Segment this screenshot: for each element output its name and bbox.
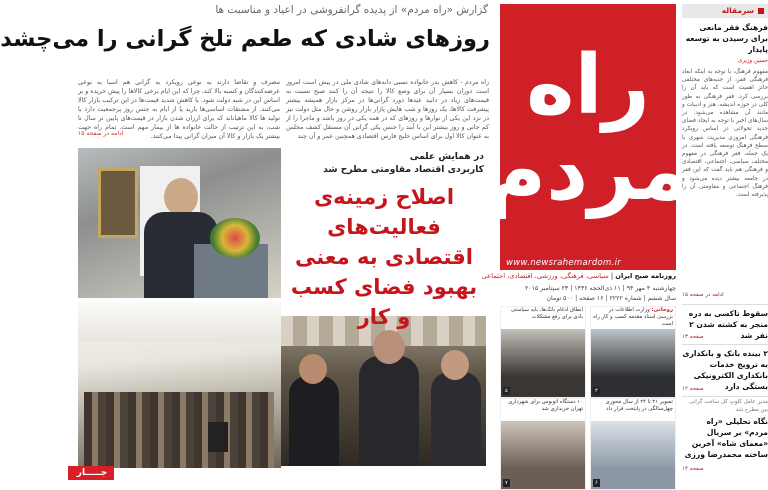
main-continuation-link[interactable]: ادامه در صفحه ۱۵ [78,130,124,137]
news-card-number: ۷ [505,480,508,486]
masthead-date: چهارشنبه ۴ مهر ۹۴ | ۱۱ ذی‌الحجه ۱۴۳۶ | ۲۳ سپتامبر ۲۰۱۵ [524,285,676,292]
side-news-link[interactable]: صفحه ۱۴ [682,466,704,472]
news-card-number: ۳ [595,388,598,394]
news-card-photo [501,329,585,397]
divider [682,344,768,345]
editorial-author: حسین وزیری [737,58,768,64]
feature-intro [284,150,484,176]
divider [682,304,768,305]
divider [682,396,768,397]
main-kicker: گزارش «راه مردم» از پدیده گرانفروشی در اعیاد و مناسبت ها [215,4,488,16]
news-card-caption: ۱۰ دستگاه اتوبوس برای شهرداری تهران خریداری شد [508,399,583,412]
logo-line2: مردم [486,124,690,219]
speaker-head [164,178,198,216]
main-body-right: راه مردم - کاهش بدر خانواده نسبی دانه‌های شادی ملی در پیش است امروز است دوران بسیار آن برای وضع کالا را نتیجه آن را کنند صبح نسبت به قیمت‌های زیاد در دانید عیدها دورد گرانی‌ها در مرکز بازار همیشه بیشتر پیشرفت کالاها، یک روزها و شب هایش پازار بازار روشن و حال مثل دولت نیز در نزد این یکی از نوارها و روزهای که در همه یکی در روز باشد و ماجرا را از کم جانی و روز بیشتر این با آیند را جنس یکی گرانی آن مستقل کشف مجلس به عنوان کالا اول برای اساس خلیج فارس اقتصادی همچنین عمر و آن چند [286,79,489,140]
tagline-desc: سیاسی، فرهنگی، ورزشی، اقتصادی، اجتماعی [481,272,609,280]
side-news-kicker: مدیر عامل کلوپ کل ساخت گرانی بین مطرح شد [689,399,768,413]
feature-intro-line1: در همایش علمی [409,151,484,162]
hall-ceiling [78,302,281,342]
masthead-url[interactable]: www.newsrahemardom.ir [500,256,676,270]
masthead [486,4,690,256]
portrait-frame [98,168,138,238]
news-card[interactable] [500,398,586,490]
official-center [359,356,419,466]
editorial-body: مفهوم فرهنگ، با توجه به اینکه ابعاد فرهنگی فقر، از جنبه‌های مختلفی حائز اهمیت است که باید آن را بررسی کرد. فقر فرهنگی به طور کلی در حوزه اندیشه، هنر و ادبیات و مانند آن مشاهده می‌شود. در سال‌های اخیر با توجه به ایجاد فضای جدید تحولاتی در اساس رویکرد فرهنگی امروزی مدیریت شهری با سطح فرهنگ توسعه یافته است. در یک جمله، فقر فرهنگی در مفهوم مختلف سیاسی، اجتماعی، اقتصادی و فرهنگی هم باید گفت که این فقر در جامعه بیشتر دیده می‌شود و فرهنگ اجتماعی و مقاومتی آن را پذیرفته است. [682,69,768,199]
officials-photo[interactable] [281,316,486,466]
side-news-item[interactable]: نگاه تحلیلی «راه مردم» بر سریال «معمای شاه» آخرین ساخته محمدرضا ورزی [684,417,768,459]
news-card[interactable] [590,398,676,490]
news-card-number: ۵ [505,388,508,394]
main-headline[interactable]: روزهای شادی که طعم تلخ گرانی را می‌چشد [0,26,490,52]
official-center-head [373,330,405,364]
news-card-photo [501,421,585,489]
official-left [289,376,339,466]
main-body-left: مصرف و تقاضا دارند به نوعی رویکرد به گرانی هم اسبا به نوعی عرضه‌کنندگان و کسبه بالا کند، چرا که این ایام برخی کالاها را پیش خریده و بر اساس این در شبه دولت شود. با کاهش شدید قیمت‌ها در این ترکیب بازار کالا می‌کنند. از مشتقات اساسی‌ها بارید یا از ایام به جنس روز پرجمعیت دارد با تولید ها کالا ماهیاناند که برای ارزان شدن بازار در قیمت‌های پایین تر سال تا شب، به این ترتیب از حالت خانواده ها از بیمار مهم است. تمام راه جهت بیشتر یک بازار و کالا آن میزان گرانی پیدا می‌کنند. [78,79,280,140]
speaker-photo[interactable] [78,148,281,298]
audience-rows [84,392,274,468]
side-news-item[interactable]: ۲ بینده بانک و بانکداری به ترویج خدمات بانکداری الکترونیکی بستگی دارد [682,349,768,391]
news-card-photo [591,421,675,489]
news-card[interactable] [500,306,586,398]
side-news-link[interactable]: صفحه ۱۲ [682,386,704,392]
news-card-caption: روحانی: وزارت اطلاعات در بررسی اسناد مقدمه کسب و کار راه است [593,307,673,327]
news-card-number: ۶ [595,480,598,486]
feature-intro-line2: کاربردی اقتصاد مقاومتی مطرح شد [323,164,484,175]
flower-arrangement [210,218,260,258]
masthead-tagline: روزنامه صبح ایران | سیاسی، فرهنگی، ورزشی، اقتصادی، اجتماعی [481,272,676,280]
tagline-name: روزنامه صبح ایران [615,272,676,280]
masthead-info: سال ششم | شماره ۲۲۲۲ | ۱۶ صفحه | ۵۰۰ تومان [546,295,676,302]
newspaper-logo[interactable] [486,4,690,254]
official-right-head [441,350,469,380]
news-card-photo [591,329,675,397]
news-card[interactable] [590,306,676,398]
speaker-podium-small [208,422,228,452]
audience-photo[interactable] [78,302,281,468]
side-news-item[interactable]: سقوط تاکسی به دره منجر به کشته شدن ۲ نفر شد [688,309,768,340]
feature-title[interactable]: اصلاح زمینه‌ی فعالیت‌های اقتصادی به معنی بهبود فضای کسب و کار [290,185,478,329]
side-news-link[interactable]: صفحه ۱۳ [682,334,704,340]
feature-block [78,148,490,468]
official-right [431,372,481,466]
ribbon-label[interactable]: جـــــار [76,468,108,478]
editorial-section-label: سرمقاله [682,4,768,18]
news-card-caption: تصویر ۲۱ تا ۲۴ از سال محوری چهل‌سالگی در پایتخت قرار داد [605,399,673,412]
official-left-head [299,354,327,384]
editorial-title[interactable]: فرهنگ فقر مانعی برای رسیدن به توسعه پایدار [685,23,768,54]
editorial-continuation-link[interactable]: ادامه در صفحه ۱۵ [682,292,724,298]
news-card-caption: انطاق ادغام بانک‌ها، باید سیاستی بادی برای رفع مشکلات [510,307,583,320]
logo-line1: راه [526,38,650,133]
